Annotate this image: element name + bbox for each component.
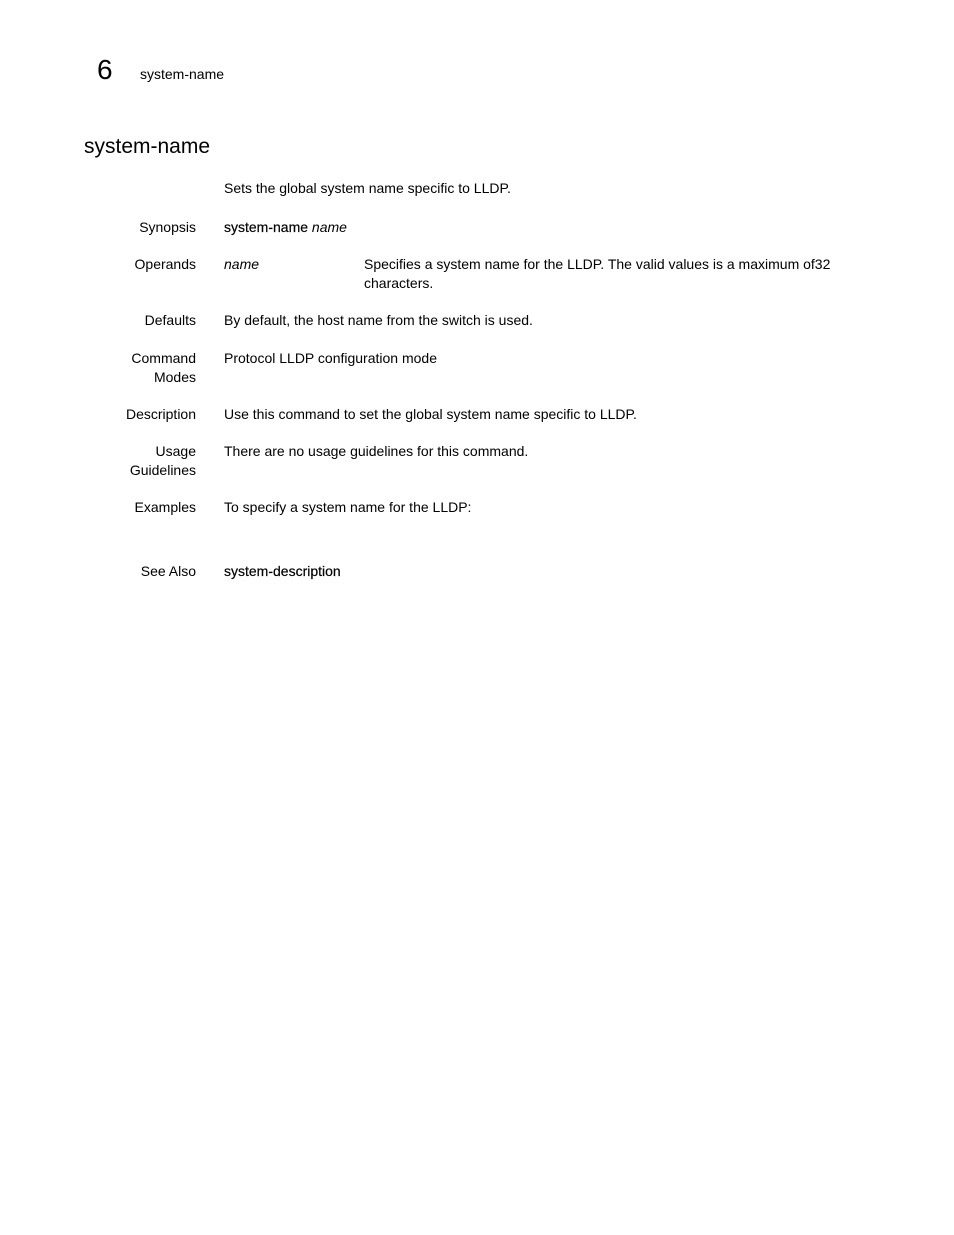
see-also-link[interactable]: system-description: [224, 563, 341, 579]
see-also-content: [224, 562, 864, 581]
command-modes-text: Protocol LLDP configuration mode: [224, 350, 437, 366]
defaults-label: Defaults: [144, 312, 196, 328]
command-modes-label-line1: Command: [131, 350, 196, 366]
running-head: system-name: [140, 66, 225, 82]
examples-text: To specify a system name for the LLDP:: [224, 499, 472, 515]
page-title: system-name: [84, 135, 211, 158]
command-modes-label: [46, 349, 196, 387]
operands-label: Operands: [134, 256, 196, 272]
chapter-number: 6: [97, 54, 113, 85]
synopsis-label: Synopsis: [139, 219, 196, 235]
synopsis-command: system-name: [224, 219, 309, 235]
command-modes-label-line2: Modes: [153, 369, 196, 385]
intro-text: Sets the global system name specific to LLDP.: [224, 180, 511, 196]
operand-name: name: [224, 256, 260, 272]
examples-label: Examples: [134, 499, 196, 515]
usage-guidelines-label-line1: Usage: [155, 443, 196, 459]
defaults-text: By default, the host name from the switch is used.: [224, 312, 533, 328]
description-label: Description: [125, 406, 196, 422]
usage-guidelines-label-line2: Guidelines: [129, 462, 196, 478]
operand-description: Specifies a system name for the LLDP. The valid values is a maximum of32 characters.: [364, 256, 831, 291]
usage-guidelines-text: There are no usage guidelines for this command.: [224, 443, 529, 459]
description-text: Use this command to set the global system name specific to LLDP.: [224, 406, 637, 422]
see-also-label: See Also: [140, 563, 196, 579]
synopsis-argument: name: [311, 219, 347, 235]
usage-guidelines-label: [46, 442, 196, 480]
synopsis-content: [224, 218, 864, 237]
